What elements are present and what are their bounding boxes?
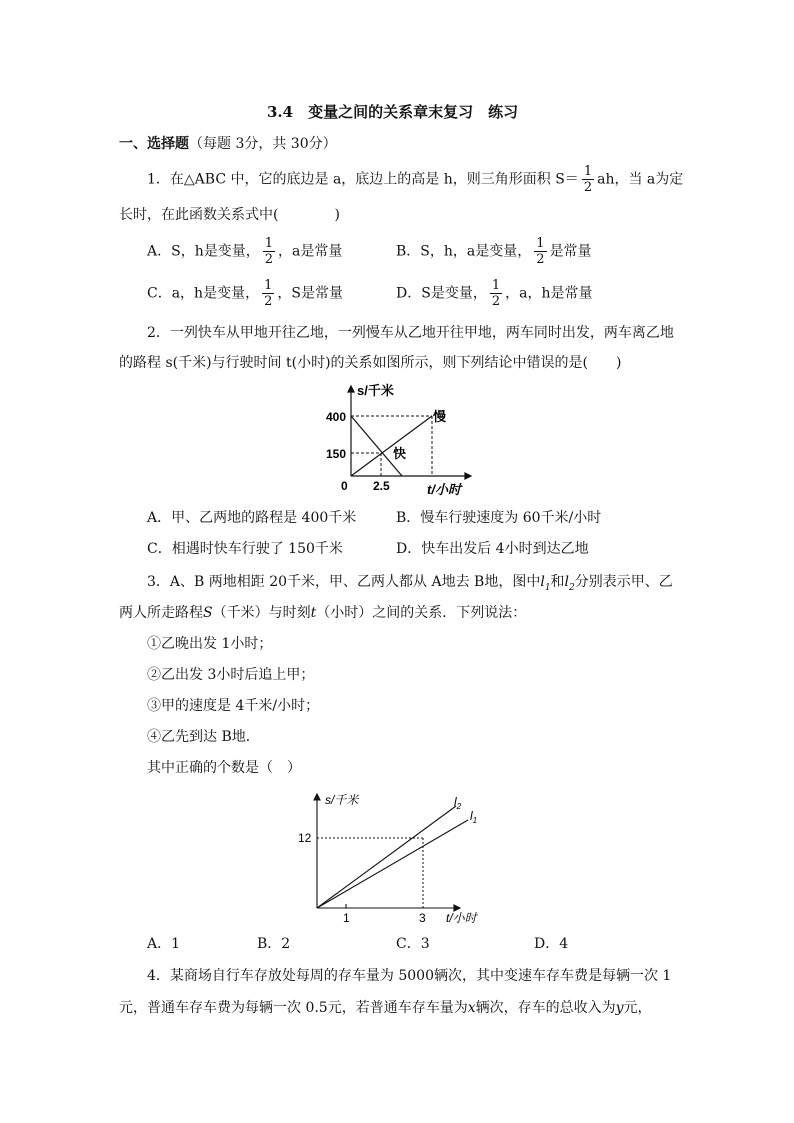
frac-den: 2 (264, 294, 273, 309)
x-tick-2-5: 2.5 (373, 479, 390, 493)
q3-option-c: C．3 (396, 936, 430, 952)
var-y: y (615, 1000, 624, 1016)
y-axis-arrow (348, 386, 354, 392)
q3-statement-2: ②乙出发 3小时后追上甲； (147, 667, 315, 683)
q1-option-b (396, 236, 592, 267)
opt-text: ，a，h是常量 (505, 285, 593, 302)
frac-num: 1 (264, 236, 273, 251)
frac-den: 2 (583, 180, 593, 195)
var-t: t (310, 605, 317, 621)
y-axis-arrow (314, 794, 320, 800)
frac-den: 2 (536, 252, 545, 267)
q3-line2 (119, 603, 526, 623)
section-note: （每题 3分，共 30分） (189, 136, 337, 152)
l2-label: $l_2$ (454, 795, 462, 811)
q1-option-c (147, 278, 343, 309)
q3-text: 分别表示甲、乙 (574, 574, 673, 590)
q3-graph (292, 784, 492, 926)
l1-symbol: $l_1$ (540, 574, 551, 593)
q2-line1: 2．一列快车从甲地开往乙地，一列慢车从乙地开往甲地，两车同时出发，两车离乙地 (147, 325, 674, 341)
l2-line (317, 806, 456, 908)
opt-text: D．S是变量， (396, 285, 487, 302)
section-label: 一、选择题 (119, 136, 189, 152)
frac-den: 2 (264, 252, 273, 267)
x-tick-3: 3 (419, 911, 426, 925)
q3-ask: 其中正确的个数是（ ） (147, 760, 301, 776)
slow-label: 慢 (433, 409, 447, 424)
opt-text: 是常量 (549, 243, 592, 260)
frac-num: 1 (491, 278, 501, 293)
q3-text: 两人所走路程 (119, 605, 203, 621)
y-tick-150: 150 (326, 447, 347, 461)
fraction-one-half (490, 278, 502, 309)
var-s: S (203, 605, 213, 621)
l1-line (317, 820, 468, 908)
fraction-one-half (262, 278, 274, 309)
q3-statement-4: ④乙先到达 B地． (147, 729, 260, 745)
slow-line (351, 416, 432, 476)
q4-line1: 4．某商场自行车存放处每周的存车量为 5000辆次，其中变速车存车费是每辆一次 1 (147, 968, 672, 984)
origin-label: 0 (341, 479, 348, 493)
q3-statement-3: ③甲的速度是 4千米/小时； (147, 698, 320, 714)
q3-option-b: B．2 (257, 936, 291, 952)
q2-option-d: D．快车出发后 4小时到达乙地 (396, 541, 589, 557)
opt-text: A．S，h是变量， (147, 243, 260, 260)
q4-line2 (119, 998, 652, 1018)
x-axis-label: t/小时 (446, 911, 477, 925)
q3-line1 (147, 572, 673, 598)
q3-text: 3．A、B 两地相距 20千米，甲、乙两人都从 A地去 B地，图中 (147, 574, 541, 590)
q2-option-c: C．相遇时快车行驶了 150千米 (147, 541, 343, 557)
q3-option-a: A．1 (147, 936, 181, 952)
q1-text-b: ah，当 a为定 (597, 171, 684, 188)
fraction-one-half (534, 236, 546, 267)
x-tick-1: 1 (343, 911, 350, 925)
q2-option-b: B．慢车行驶速度为 60千米/小时 (396, 510, 602, 526)
q3-option-d: D．4 (534, 936, 569, 952)
frac-num: 1 (264, 278, 273, 293)
frac-den: 2 (491, 294, 501, 309)
section-heading (119, 134, 337, 154)
q4-text: 辆次，存车的总收入为 (475, 1000, 616, 1016)
opt-text: ，a是常量 (278, 243, 343, 260)
x-axis-arrow (465, 473, 471, 479)
page-title: 3.4 变量之间的关系章末复习 练习 (267, 103, 519, 121)
y-tick-400: 400 (326, 410, 347, 424)
q1-option-a (147, 236, 342, 267)
l1-label: $l_1$ (470, 809, 478, 825)
frac-num: 1 (583, 164, 593, 179)
l2-symbol: $l_2$ (564, 574, 575, 593)
q1-line1 (147, 164, 683, 195)
fraction-one-half (582, 164, 594, 195)
q3-text: （小时）之间的关系．下列说法： (316, 605, 527, 621)
q3-text: 和 (550, 574, 565, 590)
q2-graph (315, 378, 485, 500)
y-axis-label: s/千米 (325, 793, 359, 807)
q1-line2: 长时，在此函数关系式中( ) (119, 207, 340, 223)
q2-option-a: A．甲、乙两地的路程是 400千米 (147, 510, 357, 526)
q3-statement-1: ①乙晚出发 1小时； (147, 636, 273, 652)
opt-text: ，S是常量 (277, 285, 343, 302)
opt-text: C．a，h是变量， (147, 285, 260, 302)
fast-label: 快 (393, 446, 407, 461)
q2-line2: 的路程 s(千米)与行驶时间 t(小时)的关系如图所示，则下列结论中错误的是( ) (119, 355, 622, 371)
y-axis-label: s/千米 (357, 383, 394, 398)
fraction-one-half (263, 236, 275, 267)
q4-text: 元， (623, 1000, 652, 1016)
q1-option-d (396, 278, 592, 309)
frac-num: 1 (536, 236, 545, 251)
var-x: x (467, 1000, 476, 1016)
opt-text: B．S，h，a是变量， (396, 243, 532, 260)
q3-text: （千米）与时刻 (212, 605, 311, 621)
q1-text-a: 1．在△ABC 中，它的底边是 a，底边上的高是 h，则三角形面积 S＝ (147, 171, 579, 188)
x-axis-label: t/小时 (427, 482, 461, 497)
q4-text: 元，普通车存车费为每辆一次 0.5元，若普通车存车量为 (119, 1000, 468, 1016)
y-tick-12: 12 (298, 831, 312, 845)
